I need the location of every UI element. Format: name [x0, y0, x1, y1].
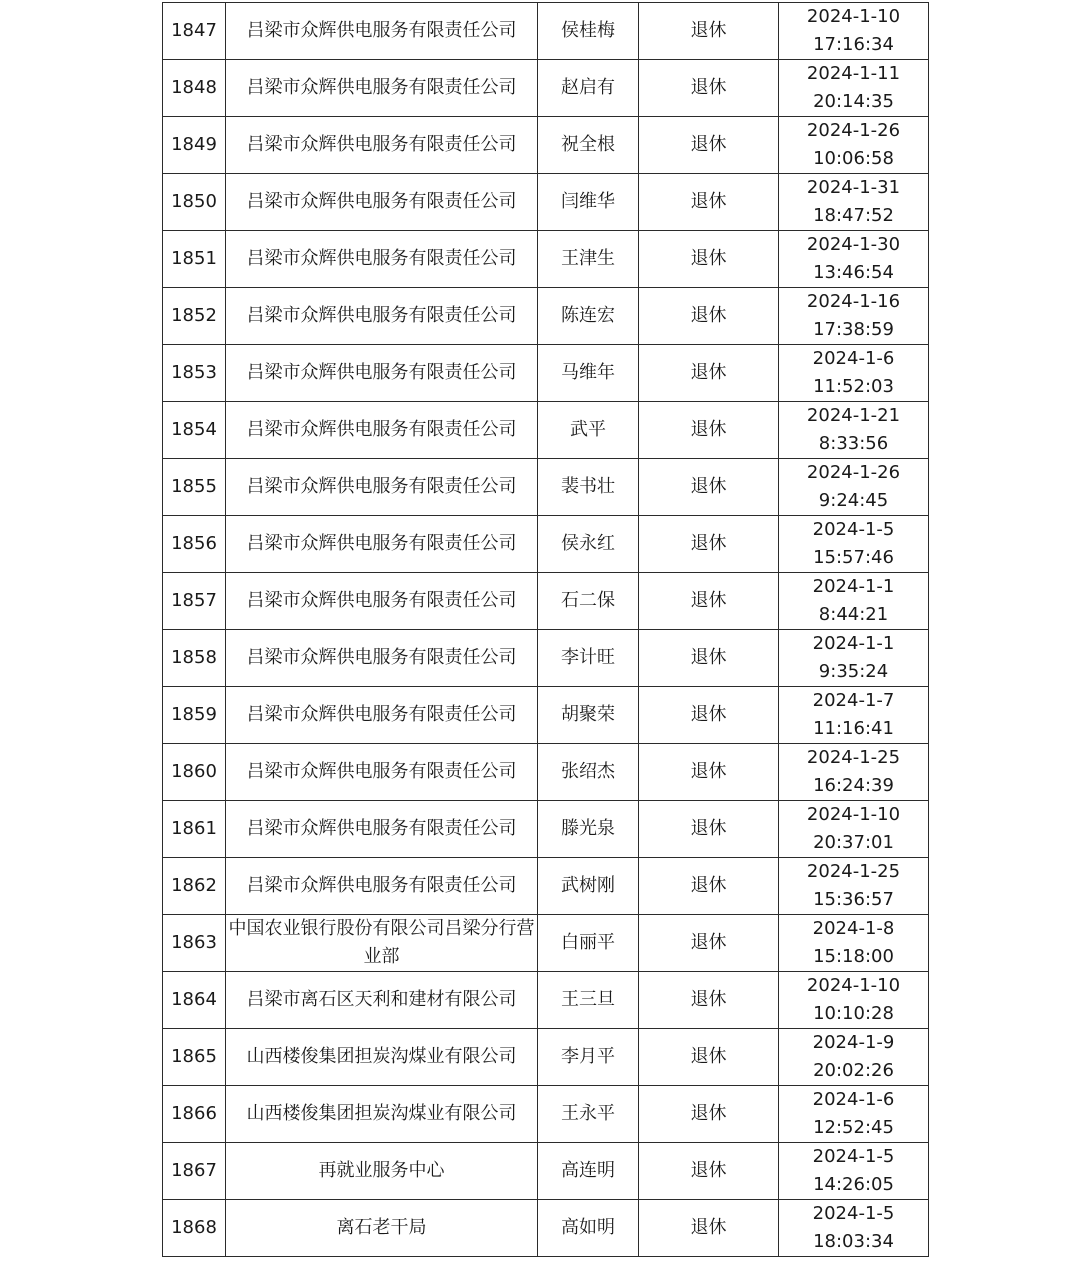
- record-time: 15:18:00: [813, 946, 894, 967]
- table-row: [163, 915, 929, 972]
- person-name-cell: 高如明: [538, 1200, 639, 1257]
- record-date: 2024-1-30: [806, 234, 901, 255]
- record-date: 2024-1-21: [806, 405, 901, 426]
- record-time: 9:35:24: [818, 661, 889, 682]
- person-name-cell: 张绍杰: [538, 744, 639, 801]
- record-time: 9:24:45: [818, 490, 889, 511]
- organization-cell: 吕梁市众辉供电服务有限责任公司: [226, 516, 538, 573]
- person-name-cell: 裴书壮: [538, 459, 639, 516]
- record-date: 2024-1-16: [806, 291, 901, 312]
- reason-cell: 退休: [639, 972, 779, 1029]
- record-time: 18:03:34: [813, 1231, 894, 1252]
- organization-cell: 吕梁市众辉供电服务有限责任公司: [226, 801, 538, 858]
- table-row: [163, 3, 929, 60]
- record-time: 11:52:03: [813, 376, 894, 397]
- organization-cell: 山西楼俊集团担炭沟煤业有限公司: [226, 1029, 538, 1086]
- table-row: [163, 288, 929, 345]
- record-number-cell: 1864: [163, 972, 226, 1029]
- organization-cell: 吕梁市众辉供电服务有限责任公司: [226, 459, 538, 516]
- table-row: [163, 231, 929, 288]
- record-date: 2024-1-6: [812, 348, 895, 369]
- reason-cell: 退休: [639, 744, 779, 801]
- organization-cell: 吕梁市离石区天利和建材有限公司: [226, 972, 538, 1029]
- records-table: [162, 2, 929, 1257]
- record-date: 2024-1-10: [806, 804, 901, 825]
- datetime-cell: [779, 1200, 929, 1257]
- reason-cell: 退休: [639, 288, 779, 345]
- table-row: [163, 858, 929, 915]
- datetime-cell: [779, 1086, 929, 1143]
- person-name-cell: 马维年: [538, 345, 639, 402]
- datetime-cell: [779, 516, 929, 573]
- record-date: 2024-1-25: [806, 861, 901, 882]
- record-number-cell: 1847: [163, 3, 226, 60]
- datetime-cell: [779, 858, 929, 915]
- record-time: 12:52:45: [813, 1117, 894, 1138]
- reason-cell: 退休: [639, 1143, 779, 1200]
- datetime-cell: [779, 801, 929, 858]
- records-table-body: [163, 3, 929, 1257]
- person-name-cell: 陈连宏: [538, 288, 639, 345]
- person-name-cell: 武平: [538, 402, 639, 459]
- organization-cell: 吕梁市众辉供电服务有限责任公司: [226, 231, 538, 288]
- record-time: 15:57:46: [813, 547, 894, 568]
- record-time: 17:16:34: [813, 34, 894, 55]
- table-row: [163, 630, 929, 687]
- record-date: 2024-1-9: [812, 1032, 895, 1053]
- record-date: 2024-1-5: [812, 1203, 895, 1224]
- person-name-cell: 武树刚: [538, 858, 639, 915]
- table-row: [163, 1086, 929, 1143]
- datetime-cell: [779, 459, 929, 516]
- organization-cell: 吕梁市众辉供电服务有限责任公司: [226, 345, 538, 402]
- record-number-cell: 1855: [163, 459, 226, 516]
- record-number-cell: 1863: [163, 915, 226, 972]
- record-time: 15:36:57: [813, 889, 894, 910]
- organization-cell: 吕梁市众辉供电服务有限责任公司: [226, 3, 538, 60]
- datetime-cell: [779, 630, 929, 687]
- datetime-cell: [779, 174, 929, 231]
- person-name-cell: 赵启有: [538, 60, 639, 117]
- record-time: 11:16:41: [813, 718, 894, 739]
- datetime-cell: [779, 972, 929, 1029]
- record-date: 2024-1-7: [812, 690, 895, 711]
- reason-cell: 退休: [639, 60, 779, 117]
- person-name-cell: 王津生: [538, 231, 639, 288]
- reason-cell: 退休: [639, 117, 779, 174]
- record-number-cell: 1858: [163, 630, 226, 687]
- datetime-cell: [779, 60, 929, 117]
- datetime-cell: [779, 687, 929, 744]
- record-date: 2024-1-26: [806, 120, 901, 141]
- reason-cell: 退休: [639, 459, 779, 516]
- record-number-cell: 1854: [163, 402, 226, 459]
- record-time: 8:44:21: [818, 604, 889, 625]
- record-number-cell: 1856: [163, 516, 226, 573]
- table-row: [163, 345, 929, 402]
- record-date: 2024-1-6: [812, 1089, 895, 1110]
- table-row: [163, 1143, 929, 1200]
- record-number-cell: 1867: [163, 1143, 226, 1200]
- table-row: [163, 117, 929, 174]
- datetime-cell: [779, 1143, 929, 1200]
- record-number-cell: 1868: [163, 1200, 226, 1257]
- record-time: 18:47:52: [813, 205, 894, 226]
- person-name-cell: 王永平: [538, 1086, 639, 1143]
- person-name-cell: 李月平: [538, 1029, 639, 1086]
- record-date: 2024-1-26: [806, 462, 901, 483]
- person-name-cell: 胡聚荣: [538, 687, 639, 744]
- organization-cell: 吕梁市众辉供电服务有限责任公司: [226, 573, 538, 630]
- record-time: 14:26:05: [813, 1174, 894, 1195]
- person-name-cell: 滕光泉: [538, 801, 639, 858]
- record-number-cell: 1849: [163, 117, 226, 174]
- person-name-cell: 白丽平: [538, 915, 639, 972]
- organization-cell: 吕梁市众辉供电服务有限责任公司: [226, 858, 538, 915]
- record-time: 8:33:56: [818, 433, 889, 454]
- reason-cell: 退休: [639, 573, 779, 630]
- table-row: [163, 687, 929, 744]
- records-sheet: [162, 2, 928, 1257]
- table-row: [163, 573, 929, 630]
- reason-cell: 退休: [639, 630, 779, 687]
- reason-cell: 退休: [639, 915, 779, 972]
- record-time: 20:37:01: [813, 832, 894, 853]
- person-name-cell: 李计旺: [538, 630, 639, 687]
- organization-cell: 吕梁市众辉供电服务有限责任公司: [226, 288, 538, 345]
- record-time: 10:06:58: [813, 148, 894, 169]
- record-time: 20:02:26: [813, 1060, 894, 1081]
- record-time: 10:10:28: [813, 1003, 894, 1024]
- record-date: 2024-1-31: [806, 177, 901, 198]
- table-row: [163, 1029, 929, 1086]
- table-row: [163, 402, 929, 459]
- record-number-cell: 1860: [163, 744, 226, 801]
- record-time: 16:24:39: [813, 775, 894, 796]
- organization-cell: 中国农业银行股份有限公司吕梁分行营业部: [226, 915, 538, 972]
- table-row: [163, 516, 929, 573]
- reason-cell: 退休: [639, 801, 779, 858]
- person-name-cell: 侯永红: [538, 516, 639, 573]
- table-row: [163, 174, 929, 231]
- reason-cell: 退休: [639, 1086, 779, 1143]
- reason-cell: 退休: [639, 687, 779, 744]
- organization-cell: 吕梁市众辉供电服务有限责任公司: [226, 117, 538, 174]
- organization-cell: 吕梁市众辉供电服务有限责任公司: [226, 402, 538, 459]
- reason-cell: 退休: [639, 345, 779, 402]
- person-name-cell: 高连明: [538, 1143, 639, 1200]
- datetime-cell: [779, 3, 929, 60]
- reason-cell: 退休: [639, 231, 779, 288]
- record-number-cell: 1866: [163, 1086, 226, 1143]
- record-number-cell: 1853: [163, 345, 226, 402]
- table-row: [163, 459, 929, 516]
- record-number-cell: 1865: [163, 1029, 226, 1086]
- datetime-cell: [779, 402, 929, 459]
- record-date: 2024-1-11: [806, 63, 901, 84]
- person-name-cell: 祝全根: [538, 117, 639, 174]
- record-time: 13:46:54: [813, 262, 894, 283]
- person-name-cell: 石二保: [538, 573, 639, 630]
- datetime-cell: [779, 288, 929, 345]
- record-date: 2024-1-1: [812, 576, 895, 597]
- reason-cell: 退休: [639, 858, 779, 915]
- record-date: 2024-1-10: [806, 6, 901, 27]
- table-row: [163, 972, 929, 1029]
- person-name-cell: 闫维华: [538, 174, 639, 231]
- datetime-cell: [779, 573, 929, 630]
- datetime-cell: [779, 744, 929, 801]
- reason-cell: 退休: [639, 174, 779, 231]
- table-row: [163, 60, 929, 117]
- datetime-cell: [779, 915, 929, 972]
- reason-cell: 退休: [639, 402, 779, 459]
- record-date: 2024-1-1: [812, 633, 895, 654]
- record-number-cell: 1852: [163, 288, 226, 345]
- table-row: [163, 801, 929, 858]
- record-date: 2024-1-25: [806, 747, 901, 768]
- record-date: 2024-1-10: [806, 975, 901, 996]
- table-row: [163, 744, 929, 801]
- record-number-cell: 1862: [163, 858, 226, 915]
- record-date: 2024-1-5: [812, 519, 895, 540]
- reason-cell: 退休: [639, 1200, 779, 1257]
- record-number-cell: 1861: [163, 801, 226, 858]
- record-time: 17:38:59: [813, 319, 894, 340]
- organization-cell: 吕梁市众辉供电服务有限责任公司: [226, 174, 538, 231]
- organization-cell: 离石老干局: [226, 1200, 538, 1257]
- datetime-cell: [779, 345, 929, 402]
- reason-cell: 退休: [639, 516, 779, 573]
- datetime-cell: [779, 117, 929, 174]
- organization-cell: 吕梁市众辉供电服务有限责任公司: [226, 630, 538, 687]
- reason-cell: 退休: [639, 1029, 779, 1086]
- organization-cell: 再就业服务中心: [226, 1143, 538, 1200]
- datetime-cell: [779, 1029, 929, 1086]
- person-name-cell: 王三旦: [538, 972, 639, 1029]
- reason-cell: 退休: [639, 3, 779, 60]
- person-name-cell: 侯桂梅: [538, 3, 639, 60]
- organization-cell: 吕梁市众辉供电服务有限责任公司: [226, 60, 538, 117]
- organization-cell: 山西楼俊集团担炭沟煤业有限公司: [226, 1086, 538, 1143]
- organization-cell: 吕梁市众辉供电服务有限责任公司: [226, 687, 538, 744]
- record-number-cell: 1851: [163, 231, 226, 288]
- record-date: 2024-1-8: [812, 918, 895, 939]
- datetime-cell: [779, 231, 929, 288]
- record-number-cell: 1859: [163, 687, 226, 744]
- organization-cell: 吕梁市众辉供电服务有限责任公司: [226, 744, 538, 801]
- record-number-cell: 1857: [163, 573, 226, 630]
- record-number-cell: 1848: [163, 60, 226, 117]
- table-row: [163, 1200, 929, 1257]
- record-date: 2024-1-5: [812, 1146, 895, 1167]
- record-time: 20:14:35: [813, 91, 894, 112]
- record-number-cell: 1850: [163, 174, 226, 231]
